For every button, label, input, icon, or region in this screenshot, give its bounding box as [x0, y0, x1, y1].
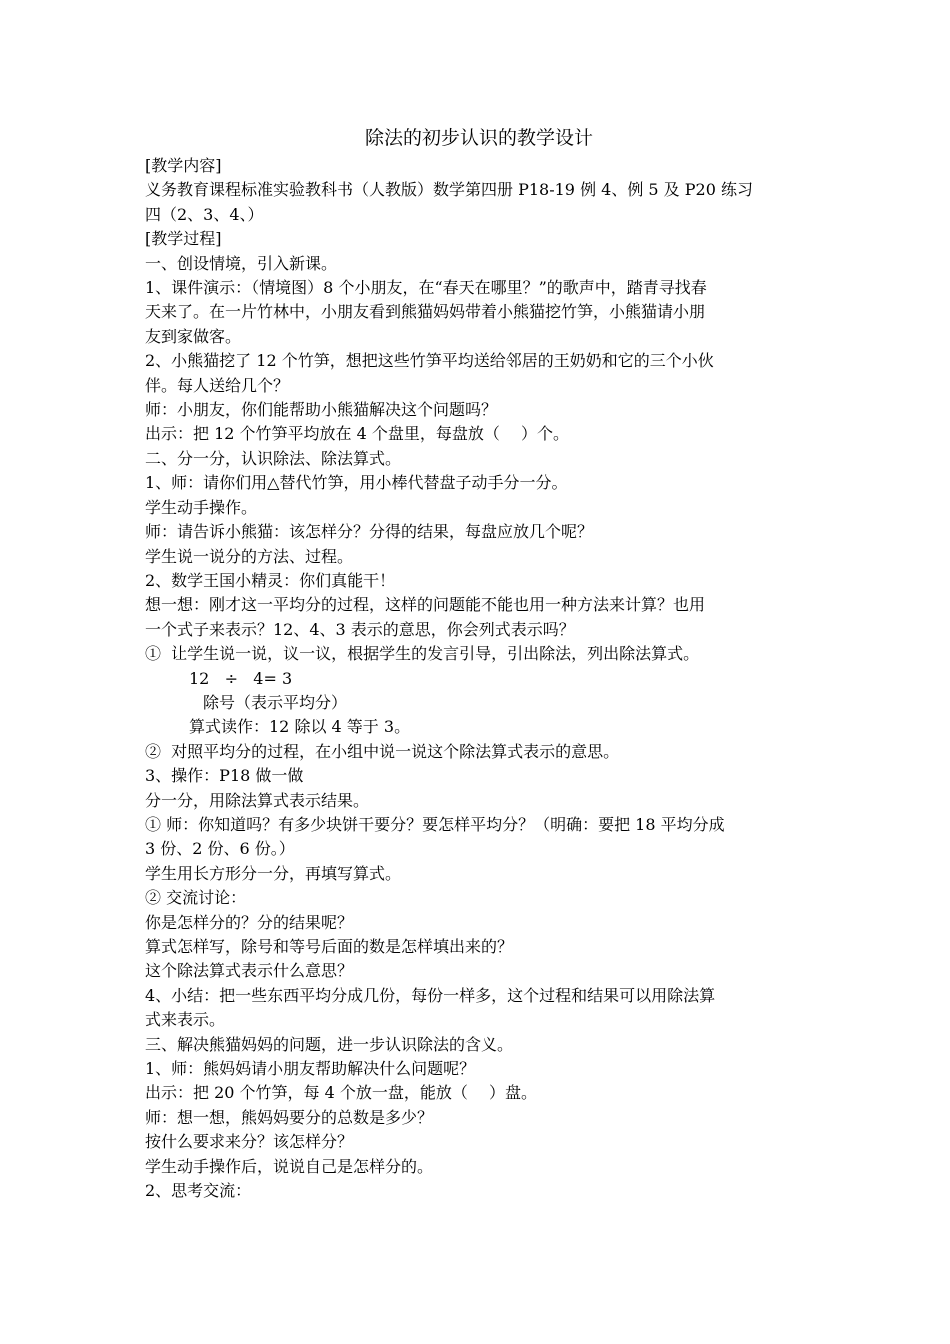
text-line: 1、师：请你们用△替代竹笋，用小棒代替盘子动手分一分。	[145, 473, 568, 493]
text-line: 4、小结：把一些东西平均分成几份，每份一样多，这个过程和结果可以用除法算	[145, 985, 716, 1005]
text-line: 2、小熊猫挖了 12 个竹笋，想把这些竹笋平均送给邻居的王奶奶和它的三个小伙	[145, 351, 714, 371]
text-line: 四（2、3、4、）	[145, 204, 264, 224]
section-heading-1: 一、创设情境，引入新课。	[145, 253, 338, 273]
text-line: 出示：把 20 个竹笋，每 4 个放一盘，能放（ ）盘。	[145, 1083, 537, 1103]
document-body	[145, 122, 813, 1203]
text-line: 义务教育课程标准实验教科书（人教版）数学第四册 P18-19 例 4、例 5 及 P20 练习	[145, 180, 753, 200]
text-line: 这个除法算式表示什么意思？	[145, 961, 354, 981]
text-line: 算式怎样写，除号和等号后面的数是怎样填出来的？	[145, 937, 514, 956]
text-line: 一个式子来表示？12、4、3 表示的意思，你会列式表示吗？	[145, 619, 575, 639]
text-line: 3、操作：P18 做一做	[145, 766, 304, 786]
section-heading-content: [教学内容]	[145, 156, 222, 175]
text-line: 伴。每人送给几个？	[145, 375, 290, 395]
section-heading-process: [教学过程]	[145, 229, 222, 249]
text-line: 师：想一想，熊妈妈要分的总数是多少？	[145, 1107, 434, 1127]
text-line: 学生说一说分的方法、过程。	[145, 546, 354, 566]
text-line: 出示：把 12 个竹笋平均放在 4 个盘里，每盘放（ ）个。	[145, 424, 569, 444]
text-line: ① 让学生说一说，议一议，根据学生的发言引导，引出除法，列出除法算式。	[145, 644, 700, 664]
section-heading-2: 二、分一分，认识除法、除法算式。	[145, 448, 402, 468]
text-line: 想一想：刚才这一平均分的过程，这样的问题能不能也用一种方法来计算？也用	[145, 595, 706, 615]
text-line: 你是怎样分的？分的结果呢？	[145, 912, 354, 932]
text-line: 友到家做客。	[145, 326, 242, 346]
text-line: 师：小朋友，你们能帮助小熊猫解决这个问题吗？	[145, 400, 498, 420]
text-line: 师：请告诉小熊猫：该怎样分？分得的结果，每盘应放几个呢？	[145, 522, 594, 542]
text-line: 1、师：熊妈妈请小朋友帮助解决什么问题呢？	[145, 1059, 476, 1079]
document-title: 除法的初步认识的教学设计	[364, 127, 593, 149]
equation-reading: 算式读作：12 除以 4 等于 3。	[189, 717, 411, 737]
text-line: 学生动手操作后，说说自己是怎样分的。	[145, 1156, 434, 1176]
text-line: 式来表示。	[145, 1010, 226, 1030]
text-line: ① 师：你知道吗？有多少块饼干要分？要怎样平均分？（明确：要把 18 平均分成	[145, 814, 725, 834]
division-sign-note: 除号（表示平均分）	[203, 692, 348, 712]
text-line: 2、思考交流：	[145, 1181, 252, 1201]
text-line: 3 份、2 份、6 份。）	[145, 839, 295, 859]
text-line: 1、课件演示：（情境图）8 个小朋友，在“春天在哪里？”的歌声中，踏青寻找春	[145, 278, 707, 298]
text-line: 天来了。在一片竹林中，小朋友看到熊猫妈妈带着小熊猫挖竹笋，小熊猫请小朋	[145, 302, 706, 322]
text-line: ② 交流讨论：	[145, 888, 247, 908]
text-line: 按什么要求来分？该怎样分？	[145, 1132, 354, 1152]
text-line: 分一分，用除法算式表示结果。	[145, 790, 370, 810]
text-line: ② 对照平均分的过程，在小组中说一说这个除法算式表示的意思。	[145, 741, 620, 761]
division-equation: 12 ÷ 4= 3	[189, 668, 293, 688]
text-line: 学生用长方形分一分，再填写算式。	[145, 863, 402, 883]
section-heading-3: 三、解决熊猫妈妈的问题，进一步认识除法的含义。	[145, 1034, 514, 1054]
text-line: 学生动手操作。	[145, 497, 258, 517]
text-line: 2、数学王国小精灵：你们真能干！	[145, 570, 396, 590]
